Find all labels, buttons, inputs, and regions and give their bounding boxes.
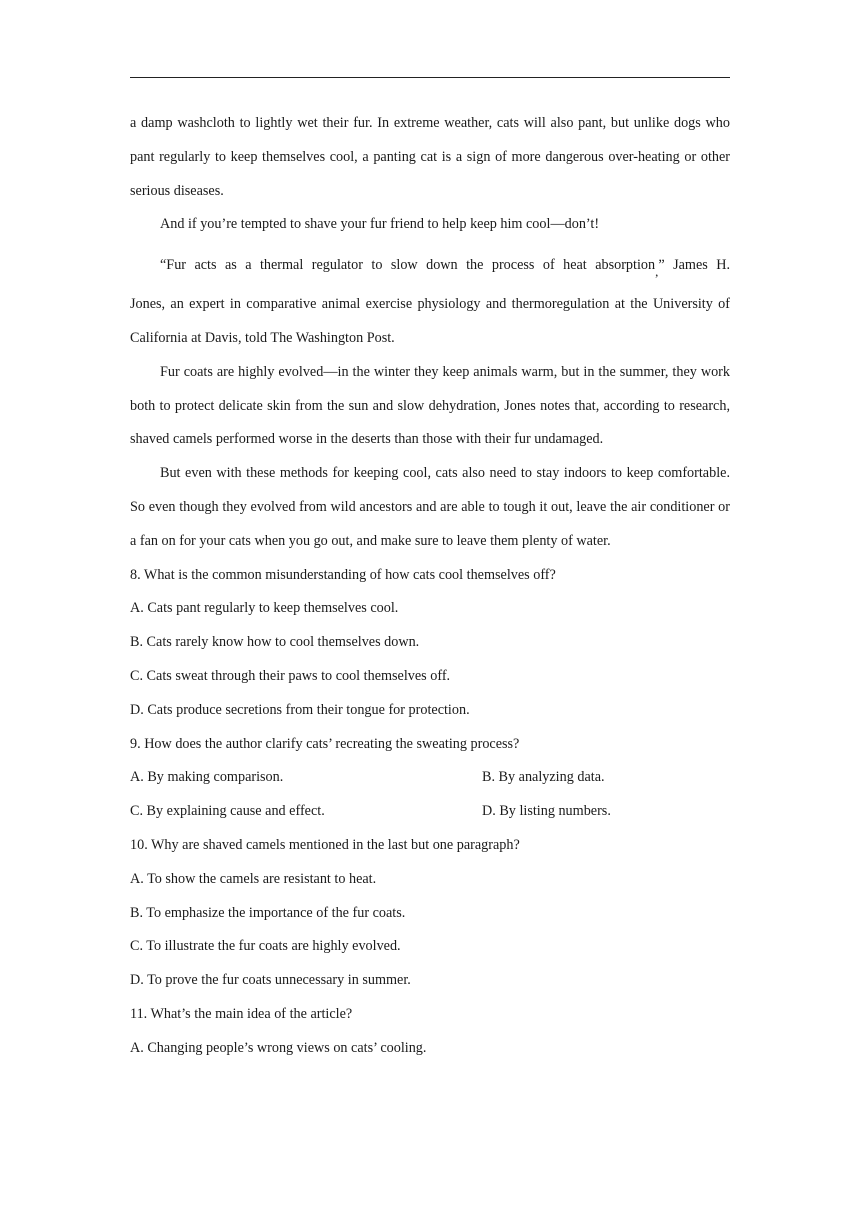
passage-paragraph-1: a damp washcloth to lightly wet their fur. In extreme weather, cats will also pant, but unlike dogs who pant regularly to keep themselves cool, a panting cat is a sign of more dangerous over-heating or other serious diseases. [130, 115, 730, 199]
question-9-option-d: D. By listing numbers. [482, 803, 611, 820]
question-10-option-c: C. To illustrate the fur coats are highly evolved. [130, 938, 401, 955]
question-8-option-a: A. Cats pant regularly to keep themselves cool. [130, 600, 399, 617]
passage-paragraph-2: And if you’re tempted to shave your fur friend to help keep him cool—don’t! [160, 216, 600, 233]
passage-paragraph-5: But even with these methods for keeping cool, cats also need to stay indoors to keep comfortable. So even though they evolved from wild ancestors and are able to tough it out, leave the air conditioner or a fan on for your cats when you go out, and make sure to leave them plenty of water. [130, 465, 730, 549]
question-8-option-d: D. Cats produce secretions from their tongue for protection. [130, 701, 470, 718]
passage-paragraph-4: Fur coats are highly evolved—in the winter they keep animals warm, but in the summer, they work both to protect delicate skin from the sun and slow dehydration, Jones notes that, according to research, shaved camels performed worse in the deserts than those with their fur undamaged. [130, 363, 730, 448]
question-8-option-b: B. Cats rarely know how to cool themselves down. [130, 634, 420, 651]
question-8-option-c: C. Cats sweat through their paws to cool themselves off. [130, 667, 451, 684]
question-8-stem: 8. What is the common misunderstanding of how cats cool themselves off? [130, 566, 556, 583]
passage-paragraph-3-rest: Jones, an expert in comparative animal exercise physiology and thermoregulation at the University of California at Davis, told The Washington Post. [130, 296, 730, 346]
question-9-option-c: C. By explaining cause and effect. [130, 803, 325, 820]
question-9-stem: 9. How does the author clarify cats’ recreating the sweating process? [130, 735, 520, 752]
question-10-option-b: B. To emphasize the importance of the fur coats. [130, 904, 406, 921]
question-11-option-a: A. Changing people’s wrong views on cats’ cooling. [130, 1039, 427, 1056]
passage-paragraph-3-first-line [130, 242, 730, 288]
question-9-options-row-2 [130, 795, 730, 829]
quote-text: “Fur acts as a thermal regulator to slow down the process of heat absorption [160, 257, 656, 274]
header-rule [130, 77, 730, 78]
quote-comma: , [655, 264, 659, 280]
question-10-option-a: A. To show the camels are resistant to heat. [130, 870, 377, 887]
page-content [130, 107, 730, 1066]
question-9-option-b: B. By analyzing data. [482, 769, 605, 786]
question-9-option-a: A. By making comparison. [130, 769, 284, 786]
question-10-stem: 10. Why are shaved camels mentioned in the last but one paragraph? [130, 836, 520, 853]
question-9-options-row-1 [130, 761, 730, 795]
question-10-option-d: D. To prove the fur coats unnecessary in summer. [130, 972, 411, 989]
question-11-stem: 11. What’s the main idea of the article? [130, 1005, 353, 1022]
quote-attribution: ” James H. [658, 257, 730, 274]
